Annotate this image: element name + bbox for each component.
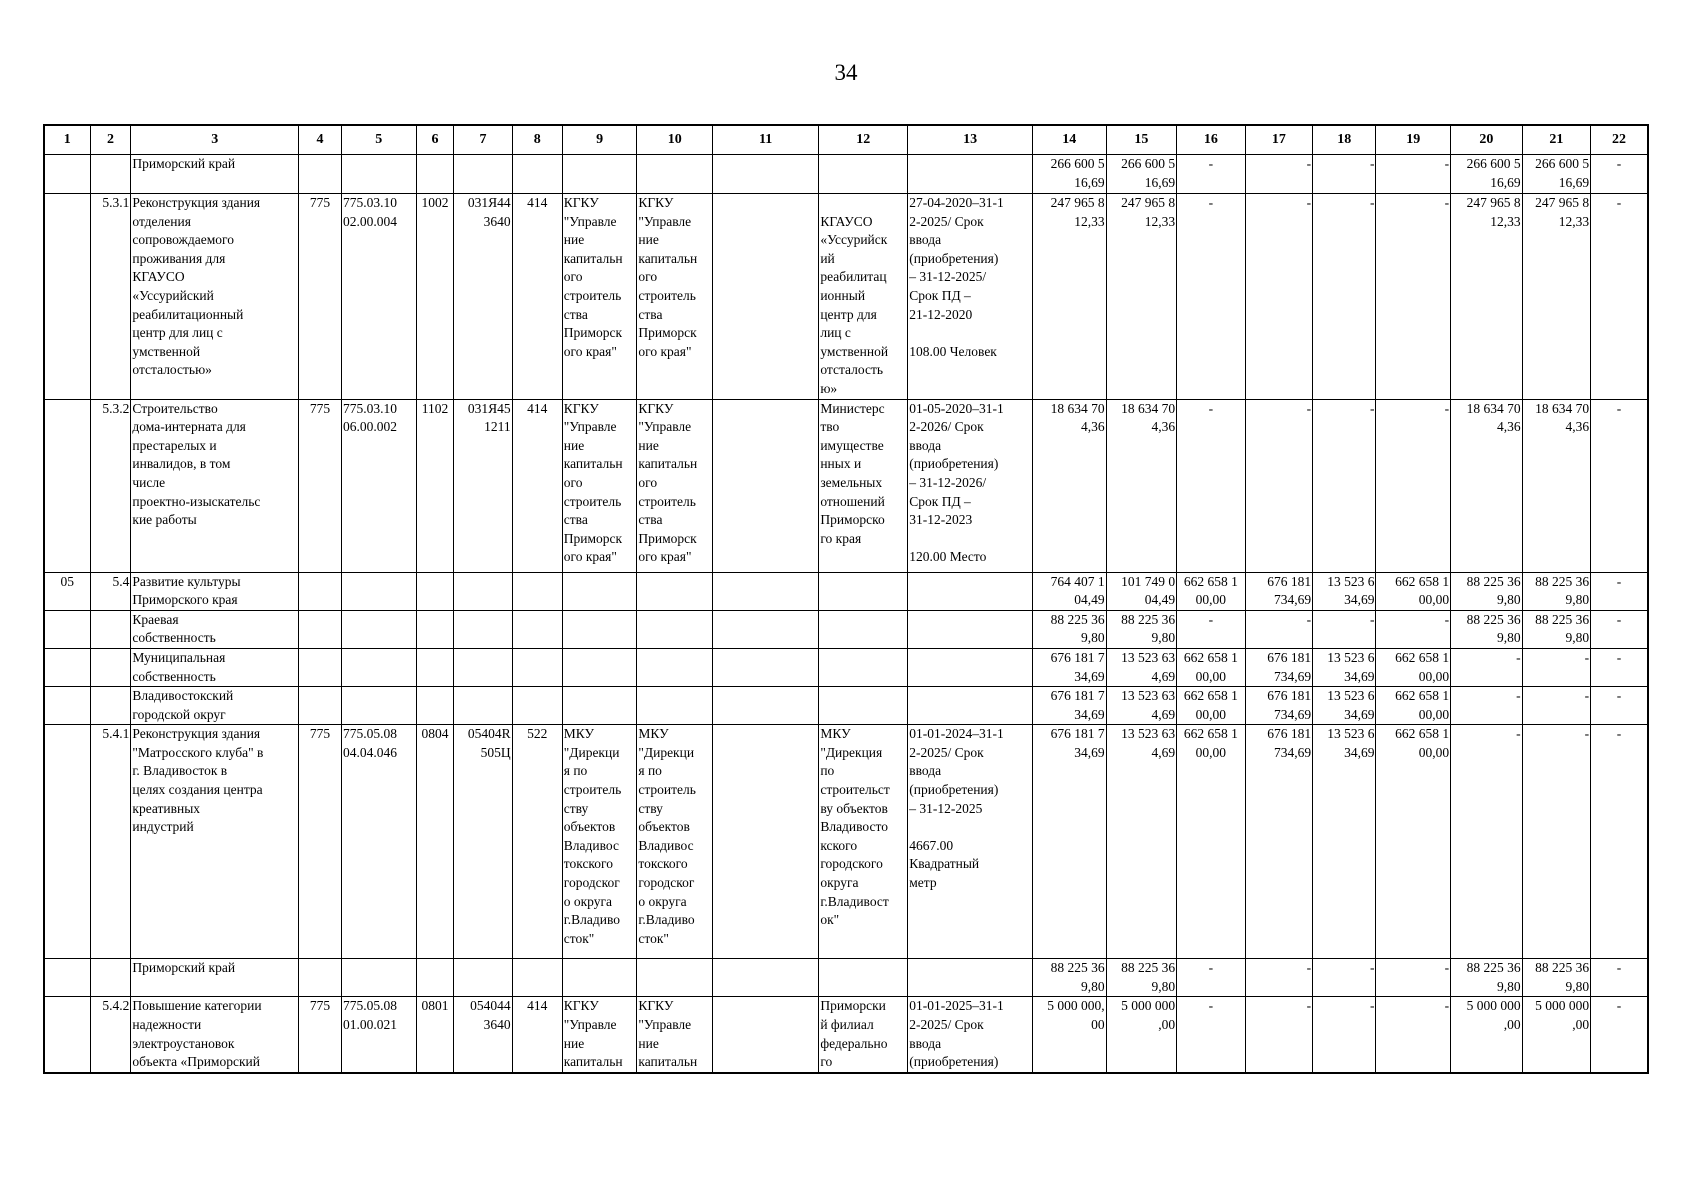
- col-8-vr: 414: [512, 997, 562, 1073]
- col-18: 13 523 6 34,69: [1313, 572, 1376, 610]
- col-16: 662 658 1 00,00: [1177, 687, 1245, 725]
- col-4-code: 775: [299, 997, 342, 1073]
- col-5-kcsr: 775.05.08 01.00.021: [341, 997, 416, 1073]
- col-9-customer: КГКУ "Управле ние капитальн ого строитель ства Приморск ого края": [562, 399, 637, 572]
- col-9-customer: [562, 687, 637, 725]
- col-3-name: Муниципальная собственность: [131, 648, 299, 686]
- header-cell: 18: [1313, 125, 1376, 155]
- col-4-code: [299, 959, 342, 997]
- header-cell: 17: [1245, 125, 1312, 155]
- col-10-developer: КГКУ "Управле ние капитальн ого строитель ства Приморск ого края": [637, 194, 713, 400]
- col-13-terms: [908, 687, 1033, 725]
- col-8-vr: 414: [512, 399, 562, 572]
- col-17: -: [1245, 155, 1312, 194]
- col-9-customer: [562, 959, 637, 997]
- header-cell: 19: [1376, 125, 1451, 155]
- col-21: -: [1522, 648, 1590, 686]
- table-row: [44, 399, 1648, 572]
- col-15: 18 634 70 4,36: [1106, 399, 1177, 572]
- col-18: -: [1313, 194, 1376, 400]
- col-7-csr: 054044 3640: [454, 997, 512, 1073]
- header-cell: 4: [299, 125, 342, 155]
- col-3-name: Строительство дома-интерната для престарелых и инвалидов, в том числе проектно-изыскательс кие работы: [131, 399, 299, 572]
- col-1: [44, 399, 90, 572]
- header-cell: 22: [1591, 125, 1648, 155]
- col-6-rz: [416, 155, 454, 194]
- col-15: 5 000 000 ,00: [1106, 997, 1177, 1073]
- col-16: -: [1177, 610, 1245, 648]
- table-row: [44, 648, 1648, 686]
- col-7-csr: [454, 959, 512, 997]
- col-16: -: [1177, 959, 1245, 997]
- col-12-recipient: [819, 959, 908, 997]
- col-12-recipient: [819, 648, 908, 686]
- col-15: 13 523 63 4,69: [1106, 648, 1177, 686]
- col-18: -: [1313, 155, 1376, 194]
- col-11: [713, 399, 819, 572]
- col-5-kcsr: [341, 610, 416, 648]
- col-21: 247 965 8 12,33: [1522, 194, 1590, 400]
- col-11: [713, 194, 819, 400]
- col-17: -: [1245, 997, 1312, 1073]
- col-5-kcsr: [341, 648, 416, 686]
- col-17: 676 181 734,69: [1245, 572, 1312, 610]
- col-14-total: 266 600 5 16,69: [1032, 155, 1106, 194]
- col-12-recipient: МКУ "Дирекция по строительст ву объектов Владивосто кского городского округа г.Владивост ок": [819, 725, 908, 959]
- col-3-name: Повышение категории надежности электроустановок объекта «Приморский: [131, 997, 299, 1073]
- header-cell: 21: [1522, 125, 1590, 155]
- table-row: [44, 194, 1648, 400]
- header-cell: 12: [819, 125, 908, 155]
- col-16: 662 658 1 00,00: [1177, 725, 1245, 959]
- col-3-name: Приморский край: [131, 959, 299, 997]
- col-13-terms: [908, 155, 1033, 194]
- col-20: -: [1451, 687, 1523, 725]
- col-9-customer: [562, 572, 637, 610]
- col-7-csr: 031Я44 3640: [454, 194, 512, 400]
- col-5-kcsr: [341, 155, 416, 194]
- col-9-customer: КГКУ "Управле ние капитальн ого строитель ства Приморск ого края": [562, 194, 637, 400]
- col-12-recipient: Министерс тво имуществе нных и земельных отношений Приморско го края: [819, 399, 908, 572]
- col-2-num: [90, 155, 131, 194]
- col-9-customer: КГКУ "Управле ние капитальн: [562, 997, 637, 1073]
- col-15: 13 523 63 4,69: [1106, 725, 1177, 959]
- col-2-num: [90, 648, 131, 686]
- col-22: -: [1591, 155, 1648, 194]
- col-17: -: [1245, 399, 1312, 572]
- col-20: 88 225 36 9,80: [1451, 959, 1523, 997]
- col-2-num: 5.4: [90, 572, 131, 610]
- col-6-rz: 1002: [416, 194, 454, 400]
- col-21: -: [1522, 725, 1590, 959]
- col-21: 5 000 000 ,00: [1522, 997, 1590, 1073]
- col-2-num: 5.4.2: [90, 997, 131, 1073]
- col-17: 676 181 734,69: [1245, 687, 1312, 725]
- col-18: -: [1313, 997, 1376, 1073]
- col-18: 13 523 6 34,69: [1313, 648, 1376, 686]
- col-6-rz: 0804: [416, 725, 454, 959]
- col-22: -: [1591, 399, 1648, 572]
- col-4-code: [299, 155, 342, 194]
- col-18: -: [1313, 610, 1376, 648]
- col-13-terms: [908, 648, 1033, 686]
- col-14-total: 676 181 7 34,69: [1032, 648, 1106, 686]
- col-22: -: [1591, 610, 1648, 648]
- col-8-vr: [512, 687, 562, 725]
- col-10-developer: [637, 687, 713, 725]
- col-2-num: 5.4.1: [90, 725, 131, 959]
- col-10-developer: КГКУ "Управле ние капитальн ого строитель ства Приморск ого края": [637, 399, 713, 572]
- col-16: 662 658 1 00,00: [1177, 572, 1245, 610]
- col-2-num: [90, 959, 131, 997]
- col-6-rz: 0801: [416, 997, 454, 1073]
- col-8-vr: [512, 610, 562, 648]
- col-17: 676 181 734,69: [1245, 725, 1312, 959]
- col-7-csr: [454, 648, 512, 686]
- header-cell: 6: [416, 125, 454, 155]
- col-2-num: 5.3.1: [90, 194, 131, 400]
- col-19: -: [1376, 610, 1451, 648]
- col-15: 13 523 63 4,69: [1106, 687, 1177, 725]
- header-cell: 1: [44, 125, 90, 155]
- header-row: [44, 125, 1648, 155]
- col-16: -: [1177, 399, 1245, 572]
- col-16: -: [1177, 155, 1245, 194]
- col-18: -: [1313, 959, 1376, 997]
- col-1: 05: [44, 572, 90, 610]
- col-21: 88 225 36 9,80: [1522, 572, 1590, 610]
- col-13-terms: [908, 572, 1033, 610]
- header-cell: 20: [1451, 125, 1523, 155]
- col-4-code: 775: [299, 399, 342, 572]
- col-21: 18 634 70 4,36: [1522, 399, 1590, 572]
- col-22: -: [1591, 959, 1648, 997]
- col-13-terms: 27-04-2020–31-1 2-2025/ Срок ввода (приобретения) – 31-12-2025/ Срок ПД – 21-12-2020 108.00 Человек: [908, 194, 1033, 400]
- col-3-name: Развитие культуры Приморского края: [131, 572, 299, 610]
- col-7-csr: [454, 610, 512, 648]
- col-15: 247 965 8 12,33: [1106, 194, 1177, 400]
- col-14-total: 5 000 000, 00: [1032, 997, 1106, 1073]
- col-5-kcsr: 775.05.08 04.04.046: [341, 725, 416, 959]
- table-row: [44, 997, 1648, 1073]
- col-19: -: [1376, 959, 1451, 997]
- col-7-csr: [454, 572, 512, 610]
- col-8-vr: [512, 155, 562, 194]
- header-cell: 9: [562, 125, 637, 155]
- col-17: -: [1245, 194, 1312, 400]
- header-cell: 5: [341, 125, 416, 155]
- col-3-name: Реконструкция здания "Матросского клуба" в г. Владивосток в целях создания центра креативных индустрий: [131, 725, 299, 959]
- col-21: 88 225 36 9,80: [1522, 959, 1590, 997]
- col-16: -: [1177, 997, 1245, 1073]
- col-12-recipient: [819, 610, 908, 648]
- col-5-kcsr: [341, 687, 416, 725]
- header-cell: 14: [1032, 125, 1106, 155]
- col-13-terms: 01-01-2025–31-1 2-2025/ Срок ввода (приобретения): [908, 997, 1033, 1073]
- col-18: 13 523 6 34,69: [1313, 687, 1376, 725]
- col-8-vr: [512, 572, 562, 610]
- header-cell: 2: [90, 125, 131, 155]
- col-10-developer: [637, 648, 713, 686]
- col-6-rz: [416, 648, 454, 686]
- col-1: [44, 725, 90, 959]
- investment-table: [43, 124, 1649, 1074]
- col-20: -: [1451, 648, 1523, 686]
- col-10-developer: [637, 155, 713, 194]
- col-5-kcsr: 775.03.10 02.00.004: [341, 194, 416, 400]
- col-8-vr: [512, 959, 562, 997]
- col-10-developer: [637, 959, 713, 997]
- col-1: [44, 959, 90, 997]
- header-cell: 11: [713, 125, 819, 155]
- col-21: 88 225 36 9,80: [1522, 610, 1590, 648]
- col-4-code: [299, 572, 342, 610]
- col-14-total: 88 225 36 9,80: [1032, 959, 1106, 997]
- col-19: -: [1376, 155, 1451, 194]
- col-2-num: [90, 610, 131, 648]
- col-13-terms: 01-01-2024–31-1 2-2025/ Срок ввода (приобретения) – 31-12-2025 4667.00 Квадратный метр: [908, 725, 1033, 959]
- col-7-csr: [454, 155, 512, 194]
- col-4-code: [299, 610, 342, 648]
- col-1: [44, 155, 90, 194]
- col-18: -: [1313, 399, 1376, 572]
- col-11: [713, 997, 819, 1073]
- col-9-customer: [562, 648, 637, 686]
- col-14-total: 676 181 7 34,69: [1032, 687, 1106, 725]
- col-16: -: [1177, 194, 1245, 400]
- col-9-customer: [562, 610, 637, 648]
- col-19: -: [1376, 194, 1451, 400]
- col-3-name: Владивостокский городской округ: [131, 687, 299, 725]
- col-8-vr: 414: [512, 194, 562, 400]
- col-11: [713, 725, 819, 959]
- header-cell: 3: [131, 125, 299, 155]
- col-8-vr: 522: [512, 725, 562, 959]
- header-cell: 16: [1177, 125, 1245, 155]
- table-row: [44, 725, 1648, 959]
- col-18: 13 523 6 34,69: [1313, 725, 1376, 959]
- col-10-developer: [637, 572, 713, 610]
- col-22: -: [1591, 572, 1648, 610]
- col-20: -: [1451, 725, 1523, 959]
- col-11: [713, 155, 819, 194]
- col-22: -: [1591, 648, 1648, 686]
- col-4-code: 775: [299, 725, 342, 959]
- col-19: 662 658 1 00,00: [1376, 572, 1451, 610]
- col-11: [713, 648, 819, 686]
- col-3-name: Реконструкция здания отделения сопровождаемого проживания для КГАУСО «Уссурийский реабилитационный центр для лиц с умственной отсталостью»: [131, 194, 299, 400]
- col-12-recipient: [819, 155, 908, 194]
- col-7-csr: 031Я45 1211: [454, 399, 512, 572]
- header-cell: 7: [454, 125, 512, 155]
- col-4-code: [299, 687, 342, 725]
- col-13-terms: [908, 610, 1033, 648]
- header-cell: 8: [512, 125, 562, 155]
- col-20: 266 600 5 16,69: [1451, 155, 1523, 194]
- col-11: [713, 687, 819, 725]
- col-6-rz: [416, 687, 454, 725]
- col-6-rz: [416, 572, 454, 610]
- page-number: 34: [834, 60, 858, 85]
- col-1: [44, 687, 90, 725]
- col-1: [44, 194, 90, 400]
- col-22: -: [1591, 687, 1648, 725]
- col-21: 266 600 5 16,69: [1522, 155, 1590, 194]
- col-19: -: [1376, 997, 1451, 1073]
- header-cell: 13: [908, 125, 1033, 155]
- col-1: [44, 648, 90, 686]
- col-2-num: 5.3.2: [90, 399, 131, 572]
- col-8-vr: [512, 648, 562, 686]
- col-13-terms: [908, 959, 1033, 997]
- col-20: 247 965 8 12,33: [1451, 194, 1523, 400]
- col-17: -: [1245, 959, 1312, 997]
- col-17: 676 181 734,69: [1245, 648, 1312, 686]
- col-10-developer: КГКУ "Управле ние капитальн: [637, 997, 713, 1073]
- col-10-developer: [637, 610, 713, 648]
- table-row: [44, 610, 1648, 648]
- col-13-terms: 01-05-2020–31-1 2-2026/ Срок ввода (приобретения) – 31-12-2026/ Срок ПД – 31-12-2023 120.00 Место: [908, 399, 1033, 572]
- table-row: [44, 687, 1648, 725]
- col-20: 88 225 36 9,80: [1451, 572, 1523, 610]
- col-21: -: [1522, 687, 1590, 725]
- col-16: 662 658 1 00,00: [1177, 648, 1245, 686]
- header-cell: 10: [637, 125, 713, 155]
- col-19: 662 658 1 00,00: [1376, 725, 1451, 959]
- col-1: [44, 610, 90, 648]
- col-20: 5 000 000 ,00: [1451, 997, 1523, 1073]
- col-7-csr: [454, 687, 512, 725]
- col-11: [713, 610, 819, 648]
- col-5-kcsr: 775.03.10 06.00.002: [341, 399, 416, 572]
- col-15: 266 600 5 16,69: [1106, 155, 1177, 194]
- col-15: 88 225 36 9,80: [1106, 959, 1177, 997]
- col-1: [44, 997, 90, 1073]
- col-6-rz: 1102: [416, 399, 454, 572]
- col-11: [713, 572, 819, 610]
- col-12-recipient: [819, 687, 908, 725]
- col-22: -: [1591, 194, 1648, 400]
- col-17: -: [1245, 610, 1312, 648]
- table-row: [44, 572, 1648, 610]
- col-19: 662 658 1 00,00: [1376, 687, 1451, 725]
- col-22: -: [1591, 997, 1648, 1073]
- col-5-kcsr: [341, 572, 416, 610]
- col-14-total: 764 407 1 04,49: [1032, 572, 1106, 610]
- col-19: -: [1376, 399, 1451, 572]
- table-row: [44, 155, 1648, 194]
- col-12-recipient: [819, 572, 908, 610]
- col-9-customer: МКУ "Дирекци я по строитель ству объектов Владивос токского городског о округа г.Владиво сток": [562, 725, 637, 959]
- col-10-developer: МКУ "Дирекци я по строитель ству объектов Владивос токского городског о округа г.Владиво сток": [637, 725, 713, 959]
- col-22: -: [1591, 725, 1648, 959]
- col-9-customer: [562, 155, 637, 194]
- col-3-name: Приморский край: [131, 155, 299, 194]
- col-6-rz: [416, 959, 454, 997]
- col-15: 88 225 36 9,80: [1106, 610, 1177, 648]
- col-20: 88 225 36 9,80: [1451, 610, 1523, 648]
- col-11: [713, 959, 819, 997]
- col-7-csr: 05404R 505Ц: [454, 725, 512, 959]
- col-4-code: 775: [299, 194, 342, 400]
- header-cell: 15: [1106, 125, 1177, 155]
- col-20: 18 634 70 4,36: [1451, 399, 1523, 572]
- col-19: 662 658 1 00,00: [1376, 648, 1451, 686]
- col-14-total: 676 181 7 34,69: [1032, 725, 1106, 959]
- col-12-recipient: Приморски й филиал федерально го: [819, 997, 908, 1073]
- col-12-recipient: КГАУСО «Уссурийск ий реабилитац ионный центр для лиц с умственной отсталость ю»: [819, 194, 908, 400]
- col-2-num: [90, 687, 131, 725]
- col-5-kcsr: [341, 959, 416, 997]
- col-14-total: 18 634 70 4,36: [1032, 399, 1106, 572]
- col-6-rz: [416, 610, 454, 648]
- col-14-total: 247 965 8 12,33: [1032, 194, 1106, 400]
- col-14-total: 88 225 36 9,80: [1032, 610, 1106, 648]
- table-row: [44, 959, 1648, 997]
- col-15: 101 749 0 04,49: [1106, 572, 1177, 610]
- col-4-code: [299, 648, 342, 686]
- col-3-name: Краевая собственность: [131, 610, 299, 648]
